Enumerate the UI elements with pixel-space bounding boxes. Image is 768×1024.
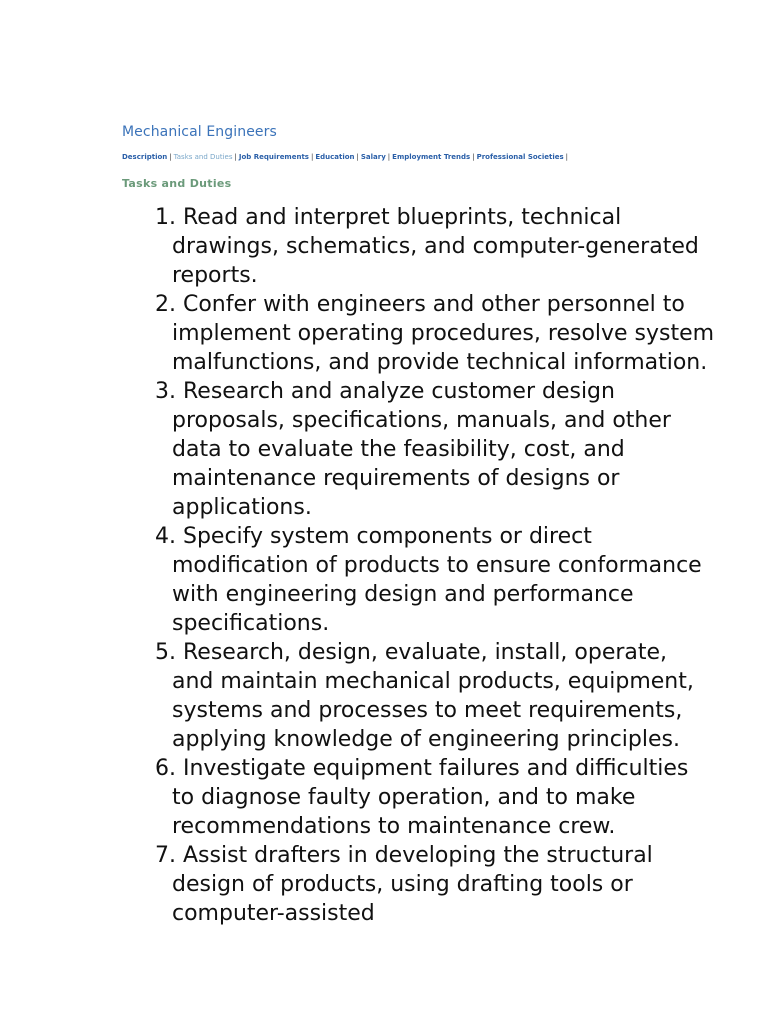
nav-separator: | xyxy=(169,153,172,161)
nav-link-education[interactable]: Education xyxy=(315,153,355,161)
task-item: 3. Research and analyze customer design proposals, specifications, manuals, and other data to evaluate the feasibility, cost, and maintenance requirements of designs or applications. xyxy=(155,379,671,520)
nav-separator: | xyxy=(356,153,359,161)
nav-separator: | xyxy=(310,153,314,161)
task-item: 2. Confer with engineers and other personnel to implement operating procedures, resolve system malfunctions, and provide technical information. xyxy=(155,292,715,375)
nav-separator: | xyxy=(472,153,475,161)
nav-separator: | xyxy=(387,153,391,161)
nav-link-job-requirements[interactable]: Job Requirements xyxy=(238,153,309,161)
nav-link-professional-societies[interactable]: Professional Societies xyxy=(476,153,564,161)
nav-link-tasks-and-duties[interactable]: Tasks and Duties xyxy=(173,153,233,161)
nav-separator: | xyxy=(234,153,237,161)
nav-link-employment-trends[interactable]: Employment Trends xyxy=(392,153,471,161)
task-item: 1. Read and interpret blueprints, technical drawings, schematics, and computer-generated reports. xyxy=(155,205,699,288)
task-item: 6. Investigate equipment failures and difficulties to diagnose faulty operation, and to make recommendations to maintenance crew. xyxy=(155,756,689,839)
section-heading: Tasks and Duties xyxy=(122,177,232,190)
section-nav xyxy=(122,153,570,161)
nav-separator: | xyxy=(565,153,568,161)
tasks-list xyxy=(155,203,715,928)
task-item: 7. Assist drafters in developing the structural design of products, using drafting tools or computer-assisted xyxy=(155,843,653,926)
page-title: Mechanical Engineers xyxy=(122,124,277,140)
nav-link-description[interactable]: Description xyxy=(122,153,168,161)
task-item: 5. Research, design, evaluate, install, operate, and maintain mechanical products, equipment, systems and processes to meet requirements, applying knowledge of engineering principles. xyxy=(155,640,694,752)
task-item: 4. Specify system components or direct modification of products to ensure conformance with engineering design and performance specifications. xyxy=(155,524,702,636)
nav-link-salary[interactable]: Salary xyxy=(360,153,386,161)
